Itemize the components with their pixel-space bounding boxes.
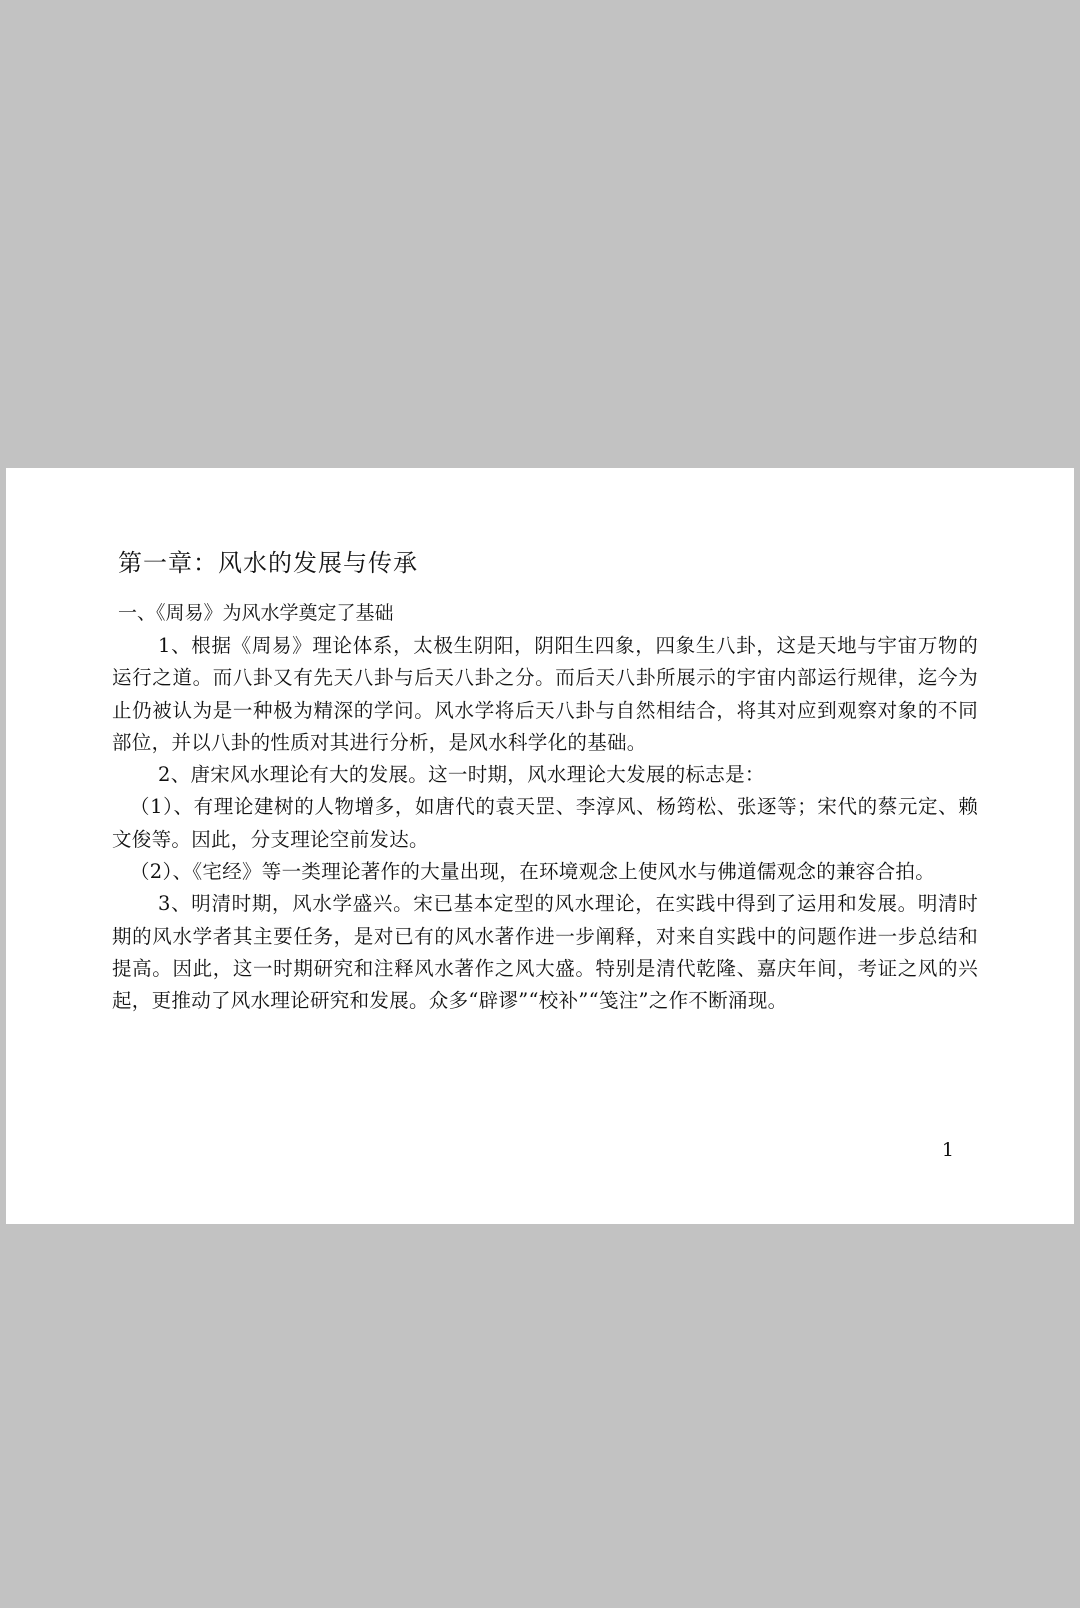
section-heading: 一、《周易》为风水学奠定了基础 [118, 602, 394, 624]
paragraph-4: （2）、《宅经》等一类理论著作的大量出现，在环境观念上使风水与佛道儒观念的兼容合拍。 [130, 860, 936, 884]
paragraph-2: 2、唐宋风水理论有大的发展。这一时期，风水理论大发展的标志是： [158, 763, 765, 787]
paragraph-1: 1、根据《周易》理论体系，太极生阴阳，阴阳生四象，四象生八卦，这是天地与宇宙万物的运行之道。而八卦又有先天八卦与后天八卦之分。而后天八卦所展示的宇宙内部运行规律，迄今为止仍被认为是一种极为精深的学问。风水学将后天八卦与自然相结合，将其对应到观察对象的不同部位，并以八卦的性质对其进行分析，是风水科学化的基础。 [112, 634, 978, 754]
page-content [112, 546, 978, 1018]
paragraph-3: （1）、有理论建树的人物增多，如唐代的袁天罡、李淳风、杨筠松、张逐等；宋代的蔡元定、赖文俊等。因此，分支理论空前发达。 [112, 795, 978, 851]
page-number: 1 [941, 1139, 954, 1161]
chapter-title: 第一章：风水的发展与传承 [118, 549, 418, 577]
document-page [6, 468, 1074, 1224]
paragraph-5: 3、明清时期，风水学盛兴。宋已基本定型的风水理论，在实践中得到了运用和发展。明清时期的风水学者其主要任务，是对已有的风水著作进一步阐释，对来自实践中的问题作进一步总结和提高。因此，这一时期研究和注释风水著作之风大盛。特别是清代乾隆、嘉庆年间，考证之风的兴起，更推动了风水理论研究和发展。众多“辟谬”“校补”“笺注”之作不断涌现。 [112, 892, 978, 1013]
